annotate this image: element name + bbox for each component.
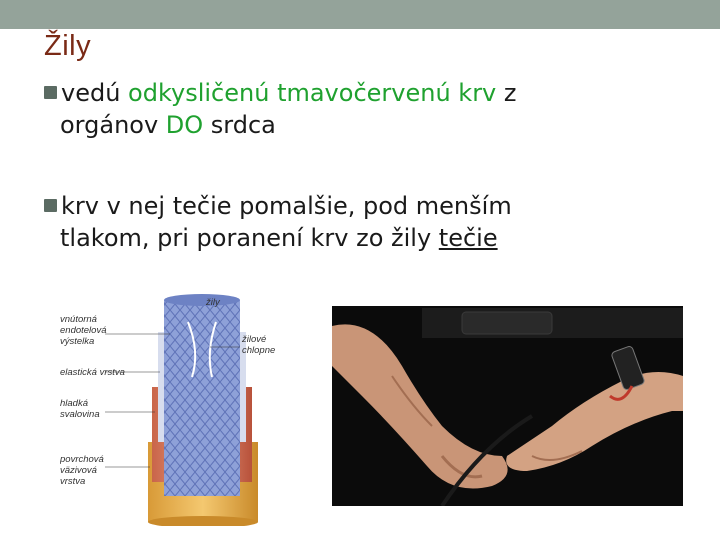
label-outer-2: väzivová xyxy=(60,465,97,476)
slide-title: Žily xyxy=(44,30,92,62)
hands-photo-illustration xyxy=(332,306,683,506)
bullet-1-text-c: z xyxy=(496,79,517,107)
label-inner-3: výstelka xyxy=(60,336,95,347)
bullet-2 xyxy=(44,190,684,254)
vein-cross-section-illustration xyxy=(60,292,290,526)
label-outer-1: povrchová xyxy=(60,454,104,465)
label-valve-2: chlopne xyxy=(242,345,276,356)
endothelium-layer xyxy=(164,300,240,496)
label-elastic: elastická vrstva xyxy=(60,367,125,378)
bullet-1-highlight: odkysličenú tmavočervenú krv xyxy=(128,79,497,107)
bullet-1-line2-c: srdca xyxy=(203,111,276,139)
bullet-1-text-a: vedú xyxy=(61,79,129,107)
label-smooth-2: svalovina xyxy=(60,409,100,420)
figure-top-label: žily xyxy=(206,297,220,308)
bullet-1 xyxy=(44,77,684,141)
label-smooth-1: hladká xyxy=(60,398,88,409)
bullet-marker-icon xyxy=(44,199,57,212)
label-inner-2: endotelová xyxy=(60,325,107,336)
bullet-marker-icon xyxy=(44,86,57,99)
bullet-2-line2-a: tlakom, pri poranení krv zo žily xyxy=(60,224,439,252)
bullet-2-line1: krv v nej tečie pomalšie, pod menším xyxy=(61,192,512,220)
bullet-1-line2-a: orgánov xyxy=(60,111,166,139)
hands-photo xyxy=(332,306,683,506)
top-bar xyxy=(0,0,720,29)
label-valve-1: žilové xyxy=(242,334,267,345)
vein-diagram xyxy=(60,292,290,526)
bullet-2-underlined: tečie xyxy=(438,224,498,252)
label-outer-3: vrstva xyxy=(60,476,86,487)
label-inner-1: vnútorná xyxy=(60,314,97,325)
bullet-1-do: DO xyxy=(165,111,204,139)
